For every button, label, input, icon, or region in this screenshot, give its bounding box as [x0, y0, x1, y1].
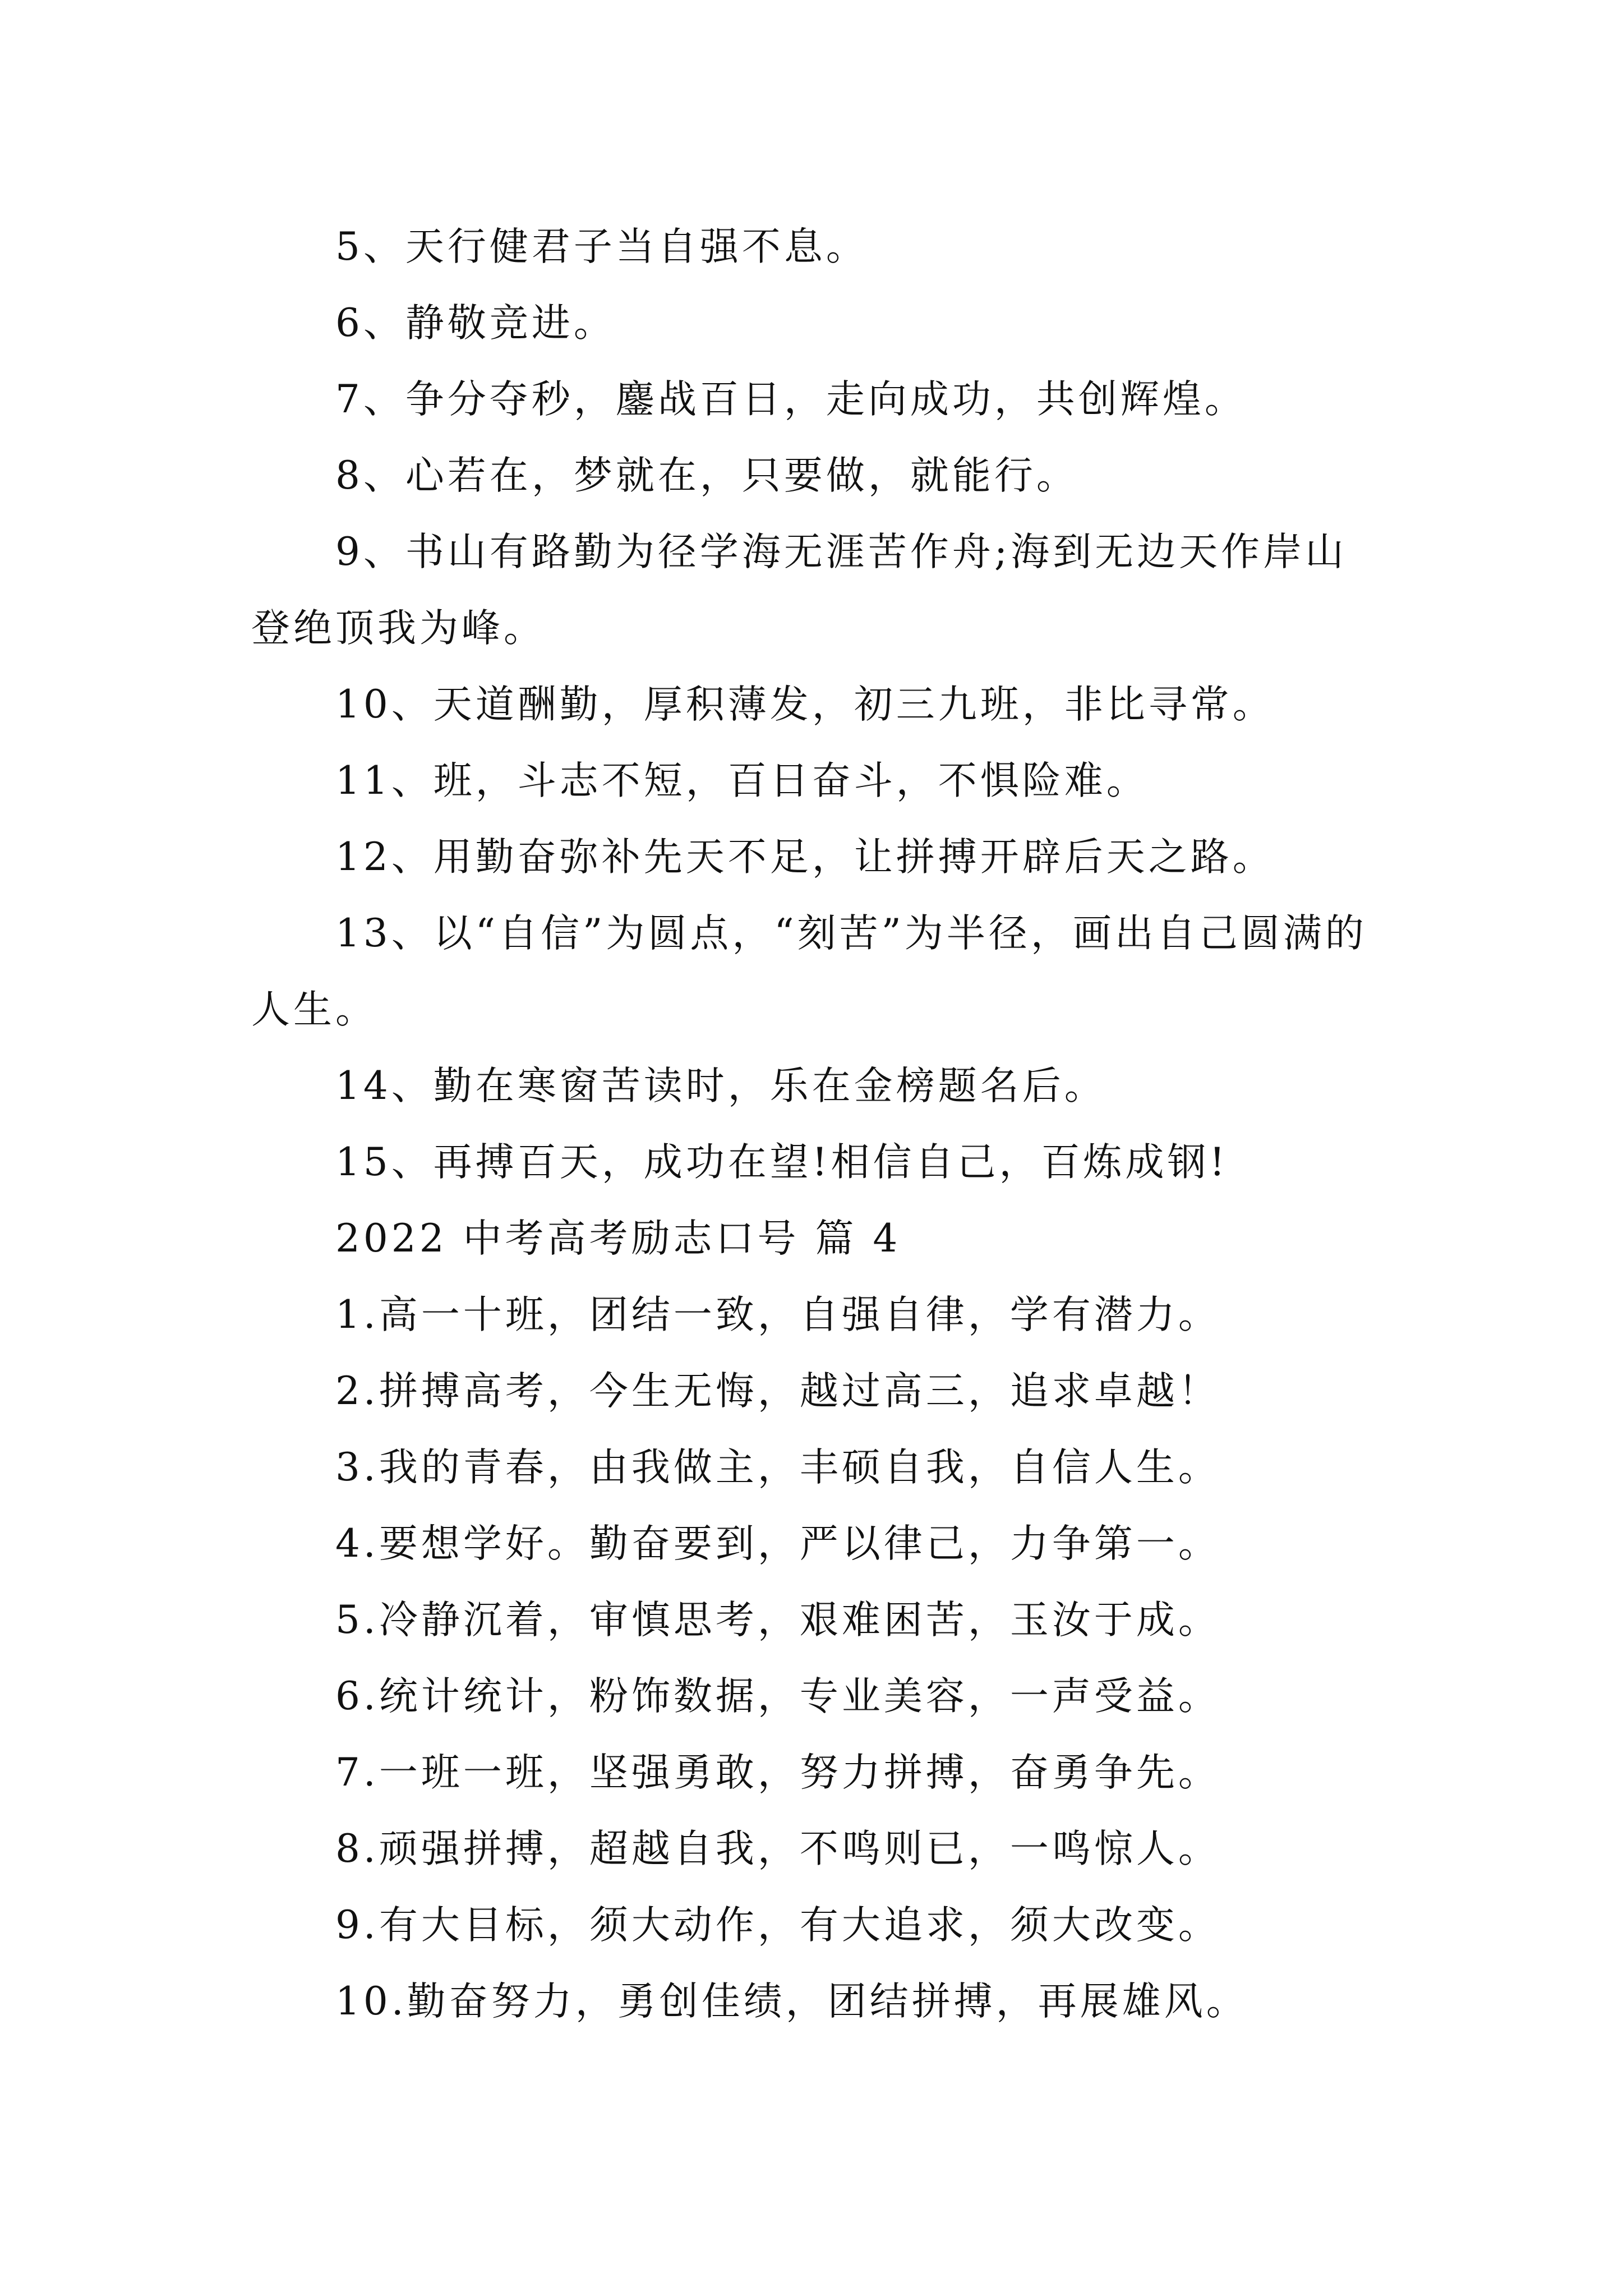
paragraph: 6、静敬竞进。: [335, 301, 616, 346]
paragraph: 9、书山有路勤为径学海无涯苦作舟;海到无边天作岸山登绝顶我为峰。: [251, 530, 1348, 651]
paragraph: 4.要想学好。勤奋要到，严以律己，力争第一。: [335, 1521, 1220, 1566]
paragraph: 11、班，斗志不短，百日奋斗，不惧险难。: [335, 758, 1149, 803]
paragraph: 7.一班一班，坚强勇敢，努力拼搏，奋勇争先。: [335, 1750, 1220, 1795]
paragraph: 12、用勤奋弥补先天不足，让拼搏开辟后天之路。: [335, 835, 1275, 880]
paragraph: 10.勤奋努力，勇创佳绩，团结拼搏，再展雄风。: [335, 1979, 1248, 2024]
paragraph: 13、以“自信”为圆点，“刻苦”为半径，画出自己圆满的人生。: [251, 911, 1367, 1032]
paragraph: 3.我的青春，由我做主，丰硕自我，自信人生。: [335, 1445, 1220, 1490]
paragraph: 10、天道酬勤，厚积薄发，初三九班，非比寻常。: [335, 682, 1275, 727]
document-body: [251, 209, 1384, 2040]
paragraph: 7、争分夺秒，鏖战百日，走向成功，共创辉煌。: [335, 377, 1247, 422]
paragraph: 8.顽强拼搏，超越自我，不鸣则已，一鸣惊人。: [335, 1826, 1220, 1871]
paragraph: 2.拼搏高考，今生无悔，越过高三，追求卓越！: [335, 1369, 1220, 1414]
paragraph: 5.冷静沉着，审慎思考，艰难困苦，玉汝于成。: [335, 1598, 1220, 1642]
section-heading: 2022 中考高考励志口号 篇 4: [335, 1216, 901, 1261]
paragraph: 6.统计统计，粉饰数据，专业美容，一声受益。: [335, 1674, 1220, 1719]
paragraph: 1.高一十班，团结一致，自强自律，学有潜力。: [335, 1292, 1220, 1337]
paragraph: 14、勤在寒窗苦读时，乐在金榜题名后。: [335, 1064, 1106, 1108]
paragraph: 9.有大目标，须大动作，有大追求，须大改变。: [335, 1903, 1220, 1948]
paragraph: 8、心若在，梦就在，只要做，就能行。: [335, 453, 1078, 498]
paragraph: 5、天行健君子当自强不息。: [335, 224, 868, 269]
paragraph: 15、再搏百天，成功在望!相信自己，百炼成钢!: [335, 1140, 1229, 1185]
